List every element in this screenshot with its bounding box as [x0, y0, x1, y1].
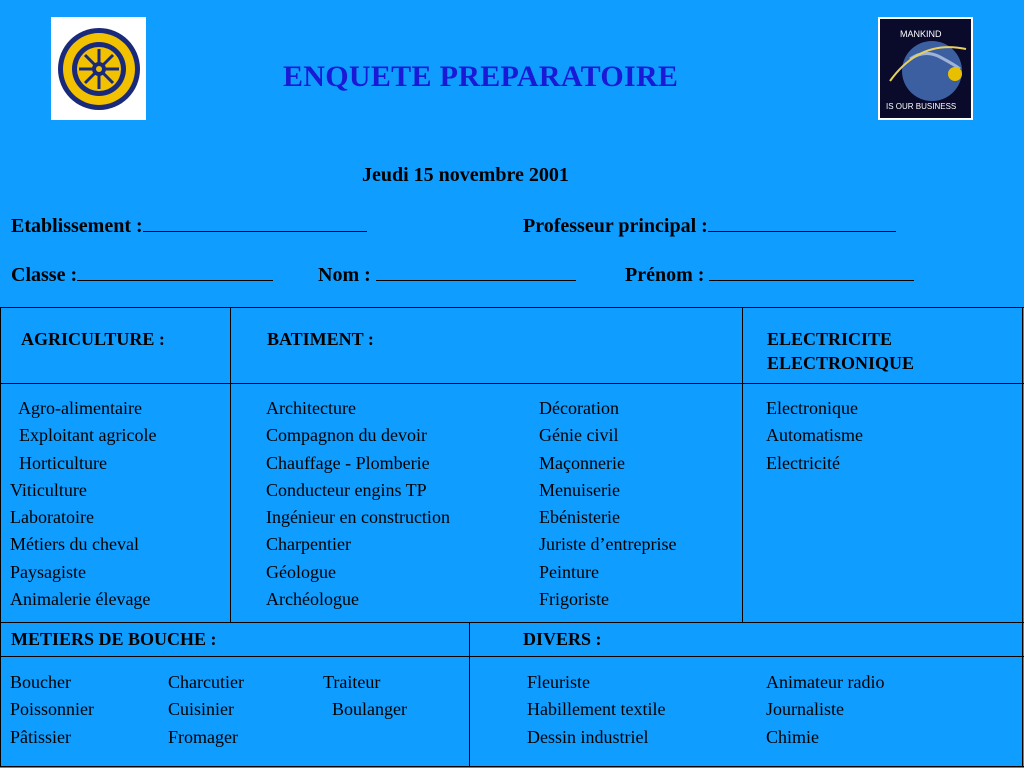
item-label: Exploitant agricole [19, 425, 157, 446]
item-label: Journaliste [766, 699, 844, 720]
list-item[interactable] [266, 422, 450, 449]
item-label: Chimie [766, 726, 819, 747]
table-vline-right [1022, 307, 1023, 767]
etablissement-blank[interactable] [143, 215, 367, 232]
list-item[interactable] [539, 531, 676, 558]
item-label: Menuiserie [539, 479, 620, 500]
item-label: Conducteur engins TP [266, 479, 427, 500]
list-item[interactable] [539, 450, 676, 477]
item-label: Fromager [168, 726, 238, 747]
professeur-label: Professeur principal : [523, 215, 708, 237]
professeur-blank[interactable] [708, 215, 896, 232]
list-item[interactable] [10, 696, 94, 723]
item-label: Habillement textile [527, 699, 666, 720]
etablissement-field[interactable] [11, 215, 367, 238]
list-item[interactable] [10, 477, 156, 504]
item-label: Fleuriste [527, 672, 590, 692]
list-item[interactable] [527, 669, 665, 696]
page-title: ENQUETE PREPARATOIRE [283, 60, 679, 93]
electricite-header-line1: ELECTRICITE [767, 329, 893, 349]
list-item[interactable] [539, 586, 676, 613]
table-vline-3 [469, 622, 470, 767]
list-item[interactable] [266, 504, 450, 531]
list-item[interactable] [766, 422, 863, 449]
divers-header: DIVERS : [523, 629, 602, 649]
list-item[interactable] [168, 696, 244, 723]
divers-col-2 [766, 669, 884, 751]
etablissement-label: Etablissement : [11, 215, 143, 237]
item-label: Juriste d’entreprise [539, 534, 677, 555]
item-label: Géologue [266, 561, 336, 582]
item-label: Peinture [539, 561, 599, 582]
item-label: Horticulture [19, 452, 107, 473]
item-label: Animalerie élevage [10, 589, 151, 610]
item-label: Electricité [766, 452, 840, 473]
table-line-top [0, 307, 1024, 308]
item-label: Viticulture [10, 479, 87, 500]
prenom-blank[interactable] [709, 264, 914, 281]
batiment-list-right [539, 395, 676, 613]
list-item[interactable] [266, 395, 450, 422]
list-item[interactable] [766, 696, 884, 723]
item-label: Poissonnier [10, 699, 95, 720]
mankind-top-text: MANKIND [900, 29, 942, 39]
classe-label: Classe : [11, 264, 78, 286]
item-label: Animateur radio [766, 672, 885, 692]
item-label: Agro-alimentaire [18, 398, 142, 418]
item-label: Ebénisterie [539, 507, 620, 528]
list-item[interactable] [266, 450, 450, 477]
table-line-3 [0, 622, 1024, 623]
item-label: Paysagiste [10, 561, 86, 582]
item-label: Automatisme [766, 425, 863, 446]
list-item[interactable] [323, 669, 407, 696]
mankind-bottom-text: IS OUR BUSINESS [886, 102, 957, 111]
item-label: Laboratoire [10, 507, 94, 528]
list-item[interactable] [266, 559, 450, 586]
list-item[interactable] [266, 477, 450, 504]
list-item[interactable] [10, 669, 94, 696]
prenom-label: Prénom : [625, 264, 705, 286]
list-item[interactable] [539, 422, 676, 449]
prenom-field[interactable] [625, 264, 914, 287]
item-label: Décoration [539, 398, 619, 418]
list-item[interactable] [168, 669, 244, 696]
list-item[interactable] [266, 531, 450, 558]
electricite-header-line2: ELECTRONIQUE [767, 353, 915, 373]
list-item[interactable] [766, 395, 863, 422]
list-item[interactable] [323, 696, 407, 723]
item-label: Boulanger [332, 699, 407, 720]
list-item[interactable] [539, 395, 676, 422]
list-item[interactable] [10, 586, 156, 613]
list-item[interactable] [10, 450, 156, 477]
batiment-list-left [266, 395, 450, 613]
table-vline-1 [230, 307, 231, 622]
list-item[interactable] [539, 504, 676, 531]
nom-blank[interactable] [376, 264, 576, 281]
item-label: Boucher [10, 672, 71, 692]
classe-field[interactable] [11, 264, 273, 287]
item-label: Génie civil [539, 425, 619, 446]
item-label: Architecture [266, 398, 356, 418]
list-item[interactable] [539, 559, 676, 586]
rotary-logo [51, 17, 146, 120]
item-label: Ingénieur en construction [266, 507, 450, 528]
table-vline-2 [742, 307, 743, 622]
list-item[interactable] [527, 696, 665, 723]
date: Jeudi 15 novembre 2001 [362, 164, 569, 186]
list-item[interactable] [10, 531, 156, 558]
list-item[interactable] [10, 422, 156, 449]
list-item[interactable] [527, 724, 665, 751]
list-item[interactable] [539, 477, 676, 504]
item-label: Compagnon du devoir [266, 425, 427, 446]
list-item[interactable] [766, 724, 884, 751]
item-label: Métiers du cheval [10, 534, 139, 555]
agriculture-list [10, 395, 156, 613]
agriculture-header: AGRICULTURE : [21, 329, 165, 349]
electricite-list [766, 395, 863, 477]
nom-label: Nom : [318, 264, 371, 286]
bouche-col-3 [323, 669, 407, 724]
list-item[interactable] [10, 724, 94, 751]
list-item[interactable] [766, 450, 863, 477]
classe-blank[interactable] [77, 264, 273, 281]
item-label: Frigoriste [539, 589, 609, 610]
item-label: Chauffage - Plomberie [266, 452, 430, 473]
list-item[interactable] [766, 669, 884, 696]
table-line-bottom [0, 766, 1024, 767]
item-label: Charpentier [266, 534, 351, 555]
bouche-col-2 [168, 669, 244, 751]
table-line-4 [0, 656, 1024, 657]
bouche-header: METIERS DE BOUCHE : [11, 629, 217, 649]
item-label: Pâtissier [10, 726, 71, 747]
electricite-header [767, 327, 914, 375]
list-item[interactable] [10, 504, 156, 531]
list-item[interactable] [10, 559, 156, 586]
item-label: Charcutier [168, 672, 244, 692]
rotary-wheel-icon [56, 26, 142, 112]
list-item[interactable] [168, 724, 244, 751]
nom-field[interactable] [318, 264, 576, 287]
divers-col-1 [527, 669, 665, 751]
table-vline-left [0, 307, 1, 767]
list-item[interactable] [266, 586, 450, 613]
item-label: Archéologue [266, 589, 359, 610]
table-line-2 [0, 383, 1024, 384]
professeur-field[interactable] [523, 215, 896, 238]
list-item[interactable] [10, 395, 156, 422]
item-label: Dessin industriel [527, 726, 649, 747]
bouche-col-1 [10, 669, 94, 751]
item-label: Cuisinier [168, 699, 234, 720]
item-label: Traiteur [323, 672, 381, 692]
item-label: Maçonnerie [539, 452, 625, 473]
batiment-header: BATIMENT : [267, 329, 374, 349]
item-label: Electronique [766, 398, 858, 418]
mankind-logo [878, 17, 973, 120]
